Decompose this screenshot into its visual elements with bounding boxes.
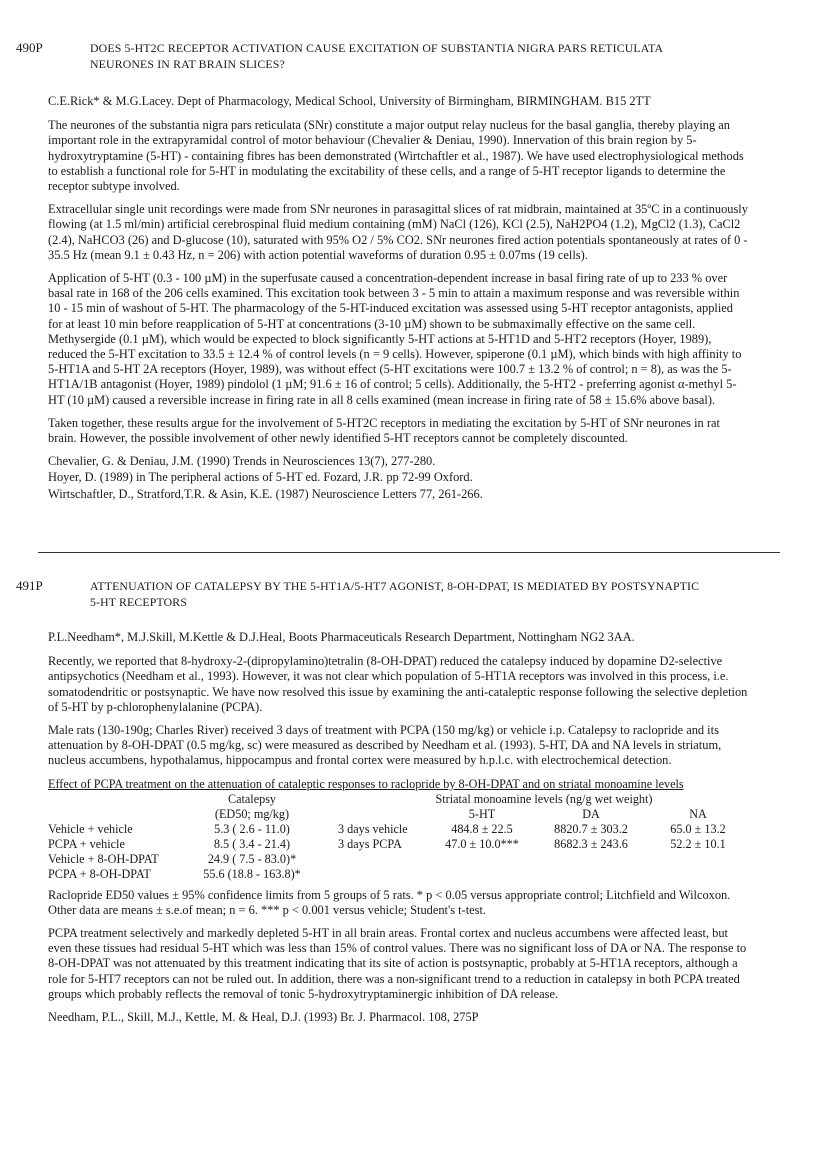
reference-item: Needham, P.L., Skill, M.J., Kettle, M. & Heal, D.J. (1993) Br. J. Pharmacol. 108, 275P [48, 1010, 479, 1025]
group-cell: 3 days vehicle [338, 821, 408, 836]
ed50-cell: 55.6 (18.8 - 163.8)* [203, 866, 301, 881]
value-5ht-cell: 47.0 ± 10.0*** [445, 836, 519, 851]
paragraph-intro: The neurones of the substantia nigra pars reticulata (SNr) constitute a major output relay nucleus for the basal ganglia, thereby playing an important role in the extrapyramidal control of motor behaviour (Chevalier & Deniau, 1990). Innervation of this brain region by 5-hydroxytryptamine (5-HT) - containing fibres has been demonstrated (Wirtchaftler et al., 1987). We have used electrophysiological methods to establish a functional role for 5-HT in modulating the excitability of these cells, and a range of 5-HT receptor ligands to determine the receptor subtype involved. [48, 118, 744, 194]
title-line-1: ATTENUATION OF CATALEPSY BY THE 5-HT1A/5-HT7 AGONIST, 8-OH-DPAT, IS MEDIATED BY POSTSYNAPTIC [90, 579, 700, 593]
abstract-title [90, 40, 770, 72]
col-header-5ht: 5-HT [468, 806, 496, 821]
table-header-row [48, 792, 750, 807]
abstract-number: 491P [16, 578, 43, 593]
group-cell: PCPA + vehicle [48, 836, 125, 851]
table-footnote: Raclopride ED50 values ± 95% confidence limits from 5 groups of 5 rats. * p < 0.05 versus appropriate control; Litchfield and Wilcoxon. Other data are means ± s.e.of mean; n = 6. *** p < 0.001 versus vehicle; Student's t-test. [48, 887, 731, 917]
group-cell: PCPA + 8-OH-DPAT [48, 866, 151, 881]
reference-list [48, 454, 750, 502]
author-line: C.E.Rick* & M.G.Lacey. Dept of Pharmacology, Medical School, University of Birmingham, BIRMINGHAM. B15 2TT [48, 94, 651, 108]
title-line-1: DOES 5-HT2C RECEPTOR ACTIVATION CAUSE EXCITATION OF SUBSTANTIA NIGRA PARS RETICULATA [90, 41, 664, 55]
results-table [48, 792, 750, 882]
reference-item: Chevalier, G. & Deniau, J.M. (1990) Trends in Neurosciences 13(7), 277-280. [48, 454, 436, 469]
abstract-number: 490P [16, 40, 43, 55]
value-na-cell: 52.2 ± 10.1 [670, 836, 726, 851]
paragraph-intro: Recently, we reported that 8-hydroxy-2-(dipropylamino)tetralin (8-OH-DPAT) reduced the catalepsy induced by dopamine D2-selective antipsychotics (Needham et al., 1993). However, it was not clear which population of 5-HT1A receptors was involved in this process, i.e. somatodendritic or postsynaptic. We have now resolved this issue by examining the anti-cataleptic response following the selective depletion of 5-HT by p-chlorophenylalanine (PCPA). [48, 654, 748, 714]
section-divider [38, 552, 780, 553]
monoamine-header: Striatal monoamine levels (ng/g wet weight) [435, 791, 653, 806]
author-line: P.L.Needham*, M.J.Skill, M.Kettle & D.J.Heal, Boots Pharmaceuticals Research Department, Nottingham NG2 3AA. [48, 630, 635, 644]
paragraph-results: Application of 5-HT (0.3 - 100 µM) in the superfusate caused a concentration-dependent increase in basal firing rate of up to 233 % over basal rate in 168 of the 206 cells examined. This excitation took between 3 - 5 min to attain a maximum response and was reversible within 10 - 15 min of washout of 5-HT. The pharmacology of the 5-HT-induced excitation was assessed using 5-HT receptor antagonists, applied for at least 10 min before reapplication of 5-HT at concentrations (3-10 µM) shown to be submaximally effective on the same cell. Methysergide (0.1 µM), which would be expected to block significantly 5-HT actions at 5-HT1D and 5-HT2 receptors (Hoyer, 1989), reduced the 5-HT excitation to 33.5 ± 12.4 % of control levels (n = 9 cells). However, spiperone (0.1 µM), which binds with high affinity to 5-HT1A and 5-HT 2A receptors (Hoyer, 1989), was without effect (5-HT excitations were 100.7 ± 13.2 % of control; n = 8), as was the 5-HT1A/1B antagonist (Hoyer, 1989) pindolol (1 µM; 91.6 ± 16 of control; 5 cells). Additionally, the 5-HT2 - preferring agonist α-methyl 5-HT (10 µM) caused a reversible increase in firing rate in all 8 cells examined (mean increase in firing rate of 58 ± 15.6% above basal). [48, 271, 742, 407]
reference-item: Wirtschaftler, D., Stratford,T.R. & Asin, K.E. (1987) Neuroscience Letters 77, 261-266. [48, 486, 483, 501]
ed50-cell: 8.5 ( 3.4 - 21.4) [213, 836, 291, 851]
col-header-na: NA [689, 806, 707, 821]
catalepsy-unit: (ED50; mg/kg) [214, 806, 290, 821]
abstract-body [48, 630, 750, 1033]
col-header-da: DA [582, 806, 600, 821]
value-na-cell: 65.0 ± 13.2 [670, 821, 726, 836]
table-caption: Effect of PCPA treatment on the attenuation of cataleptic responses to raclopride by 8-OH-DPAT and on striatal monoamine levels [48, 776, 684, 791]
ed50-cell: 5.3 ( 2.6 - 11.0) [214, 821, 290, 836]
table-row [48, 867, 750, 882]
ed50-cell: 24.9 ( 7.5 - 83.0)* [207, 851, 297, 866]
title-line-2: 5-HT RECEPTORS [90, 595, 188, 609]
value-da-cell: 8682.3 ± 243.6 [554, 836, 628, 851]
group-cell: Vehicle + 8-OH-DPAT [48, 851, 159, 866]
value-da-cell: 8820.7 ± 303.2 [554, 821, 628, 836]
paragraph-methods: Male rats (130-190g; Charles River) received 3 days of treatment with PCPA (150 mg/kg) or vehicle i.p. Catalepsy to raclopride and its attenuation by 8-OH-DPAT (0.5 mg/kg, sc) were measured as described by Needham et al. (1993). 5-HT, DA and NA levels in striatum, nucleus accumbens, hypothalamus, hippocampus and frontal cortex were measured by h.p.l.c. with electrochemical detection. [48, 723, 722, 768]
paragraph-discussion: PCPA treatment selectively and markedly depleted 5-HT in all brain areas. Frontal cortex and nucleus accumbens were affected least, but even these tissues had residual 5-HT which was less than 15% of control values. There was no significant loss of DA or NA. The response to 8-OH-DPAT was not attenuated by this treatment indicating that its site of action is postsynaptic, probably at 5-HT1A receptors, although a role for 5-HT7 receptors can not be ruled out. In addition, there was a non-significant trend to a reduction in catalepsy in both PCPA treated groups which probably reflects the removal of tonic 5-hydroxytryptaminergic inhibition of DA release. [48, 926, 747, 1001]
catalepsy-header: Catalepsy [227, 791, 277, 806]
value-5ht-cell: 484.8 ± 22.5 [451, 821, 513, 836]
title-line-2: NEURONES IN RAT BRAIN SLICES? [90, 57, 285, 71]
paragraph-methods: Extracellular single unit recordings were made from SNr neurones in parasagittal slices of rat midbrain, maintained at 35ºC in a continuously flowing (at 1.5 ml/min) artificial cerebrospinal fluid medium containing (mM) NaCl (126), KCl (2.5), NaH2PO4 (1.2), MgCl2 (1.3), CaCl2 (2.4), NaHCO3 (26) and D-glucose (10), saturated with 95% O2 / 5% CO2. SNr neurones fired action potentials spontaneously at rates of 0 - 35.5 Hz (mean 9.1 ± 0.43 Hz, n = 206) with action potential waveforms of duration 0.95 ± 0.07ms (19 cells). [48, 202, 748, 262]
table-subheader-row [48, 807, 750, 822]
reference-item: Hoyer, D. (1989) in The peripheral actions of 5-HT ed. Fozard, J.R. pp 72-99 Oxford. [48, 470, 473, 485]
group-cell: 3 days PCPA [338, 836, 402, 851]
paragraph-conclusion: Taken together, these results argue for the involvement of 5-HT2C receptors in mediating the excitation by 5-HT of SNr neurones in rat brain. However, the possible involvement of other newly identified 5-HT receptors cannot be completely discounted. [48, 415, 720, 446]
group-cell: Vehicle + vehicle [48, 821, 133, 836]
table-row [48, 822, 750, 837]
abstract-body [48, 94, 750, 503]
table-row [48, 837, 750, 852]
abstract-title [90, 578, 770, 610]
table-row [48, 852, 750, 867]
